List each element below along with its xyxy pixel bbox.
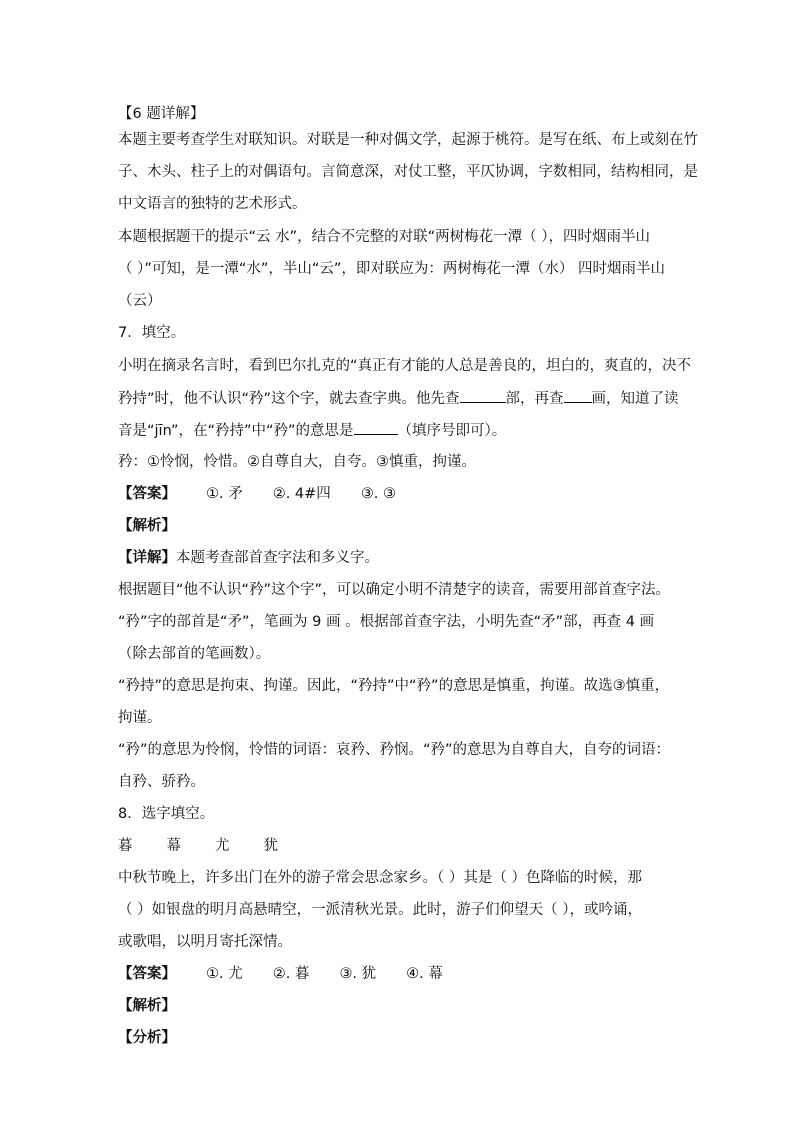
q8-paragraph-line: 或歌唱，以明月寄托深情。 bbox=[118, 934, 292, 950]
q8-paragraph-line: 中秋节晚上，许多出门在外的游子常会思念家乡。（ ）其是（ ）色降临的时候，那 bbox=[118, 870, 642, 886]
q7-detail bbox=[118, 548, 379, 568]
q7-paragraph-line bbox=[118, 420, 506, 441]
q8-answer bbox=[118, 964, 443, 984]
q6-paragraph-line: 本题主要考查学生对联知识。对联是一种对偶文学，起源于桃符。是写在纸、布上或刻在竹 bbox=[118, 132, 698, 148]
blank-meaning bbox=[354, 420, 398, 435]
q7-detail-line: “矜持”的意思是拘束、拘谨。因此，“矜持”中“矜”的意思是慎重，拘谨。故选③慎重， bbox=[118, 678, 670, 694]
blank-radical bbox=[460, 388, 506, 403]
detail-label: 【详解】 bbox=[118, 550, 176, 566]
analysis-label: 【解析】 bbox=[118, 518, 176, 534]
q8-title: 8．选字填空。 bbox=[118, 806, 215, 822]
answer-label: 【答案】 bbox=[118, 966, 176, 982]
detail-text: 本题考查部首查字法和多义字。 bbox=[176, 550, 379, 566]
answer-item: ②. 4#四 bbox=[272, 486, 331, 502]
q7-detail-line: （除去部首的笔画数）。 bbox=[118, 646, 271, 662]
char-choice: 暮 bbox=[118, 838, 133, 854]
q6-paragraph-line: （云） bbox=[118, 293, 162, 309]
answer-item: ②. 暮 bbox=[272, 966, 310, 982]
q7-answer bbox=[118, 484, 396, 504]
q7-detail-line: 根据题目“他不认识“矜”这个字”，可以确定小明不清楚字的读音，需要用部首查字法。 bbox=[118, 582, 671, 598]
q7-detail-line: “矜”的意思为怜悯，怜惜的词语：哀矜、矜悯。“矜”的意思为自尊自大，自夸的词语： bbox=[118, 742, 671, 758]
q6-paragraph-line: 本题根据题干的提示“云 水”，结合不完整的对联“两树梅花一潭（ ），四时烟雨半山 bbox=[118, 229, 651, 245]
q6-paragraph-line: （ ）”可知，是一潭“水”，半山“云”，即对联应为：两树梅花一潭（水） 四时烟雨半山 bbox=[118, 261, 666, 277]
answer-item: ①. 尤 bbox=[206, 966, 243, 982]
q8-paragraph-line: （ ）如银盘的明月高悬晴空，一派清秋光景。此时，游子们仰望天（ ），或吟诵， bbox=[118, 902, 642, 918]
blank-strokes bbox=[564, 388, 592, 403]
q7-text: 矜持”时，他不认识“矜”这个字，就去查字典。他先查 bbox=[118, 391, 460, 407]
q6-paragraph-line: 中文语言的独特的艺术形式。 bbox=[118, 196, 307, 212]
q7-text: （填序号即可）。 bbox=[397, 423, 507, 439]
analysis-label: 【解析】 bbox=[118, 998, 176, 1014]
q7-detail-line: “矜”字的部首是“矛”，笔画为 9 画 。根据部首查字法，小明先查“矛”部，再查 4 画 bbox=[118, 614, 655, 630]
q6-paragraph-line: 子、木头、柱子上的对偶语句。言简意深，对仗工整，平仄协调，字数相同，结构相同，是 bbox=[118, 164, 698, 180]
q7-options: 矜：①怜悯，怜惜。②自尊自大，自夸。③慎重，拘谨。 bbox=[118, 454, 476, 470]
char-choice: 幕 bbox=[166, 838, 181, 854]
answer-label: 【答案】 bbox=[118, 486, 176, 502]
answer-item: ①. 矛 bbox=[206, 486, 243, 502]
q7-text: 部，再查 bbox=[505, 391, 564, 407]
answer-item: ③. 犹 bbox=[339, 966, 377, 982]
q7-paragraph-line bbox=[118, 388, 679, 409]
q7-detail-line: 拘谨。 bbox=[118, 710, 162, 726]
q7-text: 画，知道了读 bbox=[591, 391, 679, 407]
q8-char-choices bbox=[118, 836, 312, 856]
answer-item: ④. 幕 bbox=[406, 966, 443, 982]
answer-item: ③. ③ bbox=[360, 486, 397, 502]
q6-heading: 【6 题详解】 bbox=[118, 106, 205, 122]
char-choice: 尤 bbox=[215, 838, 230, 854]
q7-paragraph-line: 小明在摘录名言时，看到巴尔扎克的“真正有才能的人总是善良的，坦白的，爽直的，决不 bbox=[118, 358, 692, 374]
q7-title: 7．填空。 bbox=[118, 325, 186, 341]
q7-detail-line: 自矜、骄矜。 bbox=[118, 774, 205, 790]
char-choice: 犹 bbox=[263, 838, 278, 854]
q7-text: 音是“jīn”，在“矜持”中“矜”的意思是 bbox=[118, 423, 354, 439]
fenxi-label: 【分析】 bbox=[118, 1030, 176, 1046]
